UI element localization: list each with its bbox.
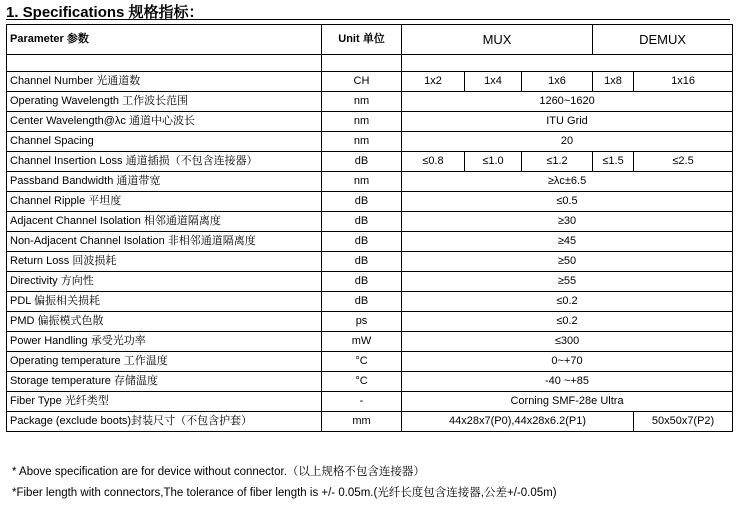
table-row	[7, 332, 733, 352]
value-cell: 20	[402, 132, 733, 152]
value-cell: ≤0.8	[402, 152, 465, 172]
param-cell: Storage temperature 存储温度	[7, 372, 322, 392]
table-row	[7, 292, 733, 312]
value-cell: ≥45	[402, 232, 733, 252]
table-row-channel-number	[7, 72, 733, 92]
param-cell: Center Wavelength@λc 通道中心波长	[7, 112, 322, 132]
value-cell: Corning SMF-28e Ultra	[402, 392, 733, 412]
unit-cell: dB	[322, 152, 402, 172]
unit-cell: dB	[322, 212, 402, 232]
value-cell: 44x28x7(P0),44x28x6.2(P1)	[402, 412, 634, 432]
param-cell: Channel Ripple 平坦度	[7, 192, 322, 212]
unit-cell: -	[322, 392, 402, 412]
blank-cell	[7, 55, 322, 72]
value-cell: 1x16	[634, 72, 733, 92]
value-cell: 1x6	[522, 72, 593, 92]
value-cell: ≤0.2	[402, 292, 733, 312]
table-row	[7, 252, 733, 272]
unit-cell: dB	[322, 252, 402, 272]
unit-cell: CH	[322, 72, 402, 92]
value-cell: 50x50x7(P2)	[634, 412, 733, 432]
header-unit: Unit 单位	[322, 25, 402, 55]
table-row	[7, 312, 733, 332]
unit-cell: °C	[322, 372, 402, 392]
value-cell: 1x2	[402, 72, 465, 92]
value-cell: ≥50	[402, 252, 733, 272]
param-cell: PMD 偏振模式色散	[7, 312, 322, 332]
value-cell: ITU Grid	[402, 112, 733, 132]
table-row	[7, 172, 733, 192]
specifications-table	[6, 24, 733, 432]
unit-cell: mW	[322, 332, 402, 352]
param-cell: Channel Spacing	[7, 132, 322, 152]
value-cell: 1260~1620	[402, 92, 733, 112]
value-cell: ≤2.5	[634, 152, 733, 172]
unit-cell: dB	[322, 272, 402, 292]
param-cell: Adjacent Channel Isolation 相邻通道隔离度	[7, 212, 322, 232]
footnote: * Above specification are for device without connector.（以上规格不包含连接器）	[12, 466, 425, 478]
table-row-insertion-loss	[7, 152, 733, 172]
param-cell: Directivity 方向性	[7, 272, 322, 292]
table-row	[7, 112, 733, 132]
unit-cell: °C	[322, 352, 402, 372]
blank-cell	[402, 55, 733, 72]
param-cell: PDL 偏振相关损耗	[7, 292, 322, 312]
unit-cell: ps	[322, 312, 402, 332]
value-cell: ≥55	[402, 272, 733, 292]
param-cell: Fiber Type 光纤类型	[7, 392, 322, 412]
param-cell: Return Loss 回波损耗	[7, 252, 322, 272]
table-row	[7, 192, 733, 212]
header-demux: DEMUX	[593, 25, 733, 55]
unit-cell: dB	[322, 232, 402, 252]
value-cell: ≤1.0	[465, 152, 522, 172]
param-cell: Channel Number 光通道数	[7, 72, 322, 92]
table-row	[7, 392, 733, 412]
value-cell: 1x4	[465, 72, 522, 92]
param-cell: Non-Adjacent Channel Isolation 非相邻通道隔离度	[7, 232, 322, 252]
param-cell: Operating Wavelength 工作波长范围	[7, 92, 322, 112]
unit-cell: nm	[322, 92, 402, 112]
footnote: *Fiber length with connectors,The tolerance of fiber length is +/- 0.05m.(光纤长度包含连接器,公差+/-0.05m)	[12, 487, 557, 499]
table-row	[7, 232, 733, 252]
value-cell: ≥λc±6.5	[402, 172, 733, 192]
unit-cell: nm	[322, 172, 402, 192]
value-cell: ≥30	[402, 212, 733, 232]
footnotes	[12, 462, 557, 504]
param-cell: Channel Insertion Loss 通道插损（不包含连接器）	[7, 152, 322, 172]
blank-cell	[322, 55, 402, 72]
param-cell: Power Handling 承受光功率	[7, 332, 322, 352]
value-cell: ≤0.2	[402, 312, 733, 332]
unit-cell: nm	[322, 112, 402, 132]
table-row	[7, 212, 733, 232]
value-cell: ≤1.2	[522, 152, 593, 172]
param-cell: Package (exclude boots)封装尺寸（不包含护套）	[7, 412, 322, 432]
param-cell: Operating temperature 工作温度	[7, 352, 322, 372]
value-cell: ≤1.5	[593, 152, 634, 172]
value-cell: 1x8	[593, 72, 634, 92]
header-mux: MUX	[402, 25, 593, 55]
value-cell: -40 ~+85	[402, 372, 733, 392]
table-row	[7, 132, 733, 152]
unit-cell: dB	[322, 292, 402, 312]
unit-cell: dB	[322, 192, 402, 212]
value-cell: ≤300	[402, 332, 733, 352]
table-row-package	[7, 412, 733, 432]
header-parameter: Parameter 参数	[7, 25, 322, 55]
table-blank-row	[7, 55, 733, 72]
unit-cell: nm	[322, 132, 402, 152]
table-row	[7, 92, 733, 112]
heading-divider	[6, 19, 730, 20]
value-cell: ≤0.5	[402, 192, 733, 212]
table-header-row	[7, 25, 733, 55]
table-row	[7, 372, 733, 392]
table-row	[7, 352, 733, 372]
param-cell: Passband Bandwidth 通道带宽	[7, 172, 322, 192]
unit-cell: mm	[322, 412, 402, 432]
section-heading: 1. Specifications 规格指标：	[6, 4, 204, 21]
value-cell: 0~+70	[402, 352, 733, 372]
table-row	[7, 272, 733, 292]
